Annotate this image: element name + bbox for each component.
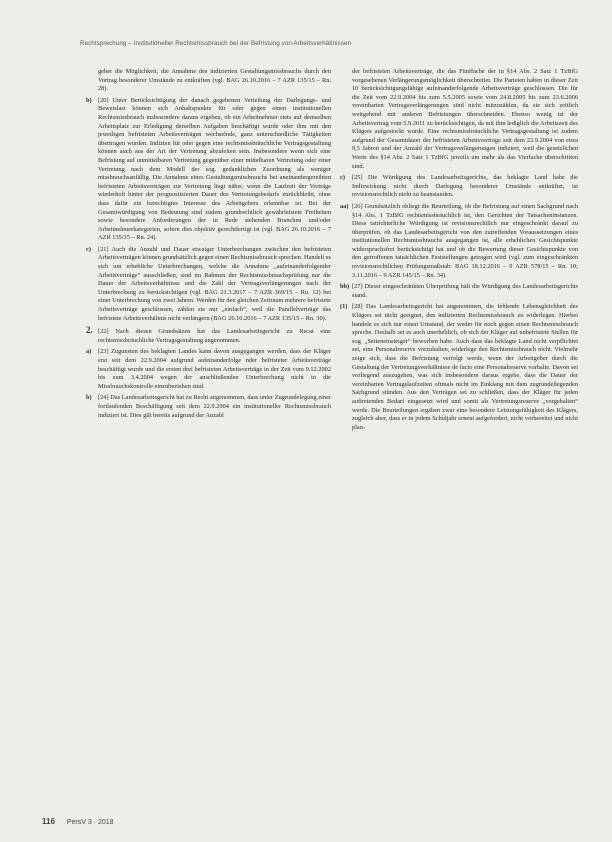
paragraph-text: der befristeten Arbeitsverträge, die das Fünffache der in §14 Abs. 2 Satz 1 TzBfG vorgesehenen Verlängerungsmöglichkeit überschreitet. Die Parteien haben in dieser Zeit 10 berücksichtigungsfähige aufeinanderfolgende Arbeitsverträge geschlossen. Die für die Zeit vom 22.9.2004 bis zum 5.5.2005 sowie vom 24.8.2005 bis zum 23.6.2006 vereinbarten Vertragsverlängerungen sind nicht mitzuzählen, da sie sich zeitlich weitgehend mit anderen Befristungen überschneiden. Ebenso wenig ist der Arbeitsvertrag vom 5.9.2011 zu berücksichtigen, da mit ihm lediglich die Arbeitszeit des Klägers aufgestockt wurde. Eine rechtsmissbräuchliche Vertragsgestaltung ist zudem aufgrund der Gesamtdauer der befristeten Arbeitsverträge seit dem 22.9.2004 von etwa 9,5 Jahren und der Anzahl der Vertragsverlängerungen indiziert, weil die gesetzlichen Werte des §14 Abs. 2 Satz 1 TzBfG jeweils um mehr als das Vierfache überschritten sind. xyxy=(352,68,578,170)
paragraph-text: geber die Möglichkeit, die Annahme des indizierten Gestaltungsmissbrauchs durch den Vortrag besonderer Umstände zu entkräften (vgl. BAG 26.10.2016 – 7 AZR 135/15 – Rn. 28). xyxy=(98,68,331,93)
paragraph-marker: b) xyxy=(86,96,92,104)
numbered-paragraph xyxy=(86,394,331,420)
paragraph-text: [22] Nach diesen Grundsätzen hat das Landesarbeitsgericht zu Recat eine rechtsmissbräuchliche Vertragsgestaltung angenommen. xyxy=(98,328,331,344)
continued-paragraph xyxy=(340,68,578,171)
paragraph-text: [24] Das Landesarbeitsgericht hat zu Recht angenommen, dass unter Zugrundelegung einer fortlaufenden Beschäftigung seit dem 22.9.2004 ein institutioneller Rechtsmissbrauch indiziert ist. Dies gilt bereits aufgrund der Anzahl xyxy=(98,394,331,419)
paragraph-marker: c) xyxy=(86,245,91,253)
numbered-paragraph xyxy=(86,348,331,391)
numbered-paragraph xyxy=(86,97,331,243)
continued-paragraph xyxy=(86,68,331,94)
paragraph-text: [28] Das Landesarbeitsgericht hat angenommen, die fehlende Lebensgleichheit des Klägers sei nicht geeignet, den indizierten Rechtsmissbrauch zu widerlegen. Hierbei handele es sich nur einen Umstand, der weder für noch gegen einen Rechtsmissbrauch spreche. Deshalb sei es auch unerheblich, ob sich der Kläger auf unbefristete Stellen für sog. „Seiteneinsteiger“ beworben habe. Auch dass das beklagte Land nicht verpflichtet sei, eine Personalreserve vorzuhalten, widerlege den Rechtsmissbrauch nicht. Vielmehr zeige sich, dass die Befristung verfolgt werde, wenn der Arbeitgeber durch die Gestaltung der Vertretungsverhältnisse de facto eine Personalreserve vorhalte. Davon sei vorliegend auszugehen, was sich insbesondere daraus ergebe, dass die Dauer der vereinbarten Vertragslaufzeiten oftmals nicht im Einklang mit dem zugrundeliegenden Sachgrund stünden. Aus den Verträgen sei zu schließen, dass der Kläger für jeden auftretenden Bedarf eingesetzt wird und somit als Vertretungsreserve „vorgehalten“ werde. Die Beurteilungen ergäben zwar eine besondere Leistungsfähigkeit des Klägers, zugleich aber, dass er in jedem Schuljahr erneut aufgefordert, nicht vorbereitet und nicht plan- xyxy=(352,303,578,431)
left-column xyxy=(86,68,331,423)
paragraph-marker: b) xyxy=(86,394,92,402)
paragraph-marker: (1) xyxy=(340,303,348,311)
paragraph-marker: c) xyxy=(340,174,345,182)
paragraph-text: [21] Auch die Anzahl und Dauer etwaiger Unterbrechungen zwischen den befristeten Arbeitsverträgen können grundsätzlich gegen einen Rechtsmissbrauch sprechen. Handelt es sich um erhebliche Unterbrechungen, welche die Annahme „aufeinanderfolgender Arbeitsverträge“ ausschließen, sind im Rahmen der Rechtsmissbrauchsprüfung nur die Dauer der Arbeitsverhältnisse und die Zahl der Vertragsverlängerungen nach der Unterbrechung zu berücksichtigen (vgl. BAG 21.3.2017 – 7 AZR 369/15 – Rn. 12) bei einer Unterbrechung von zwei Jahren. Werden für den gleichen Zeitraum mehrere befristete Arbeitsverträge geschlossen, zählen sie nur „einfach“, weil die Parallelverträge das befristete Arbeitsverhältnis nicht verlängern (BAG 26.10.2016 – 7 AZR 135/15 – Rn. 30). xyxy=(98,245,331,322)
page-number: 116 xyxy=(42,817,55,826)
paragraph-marker: bb) xyxy=(340,283,350,291)
paragraph-text: [23] Zugunsten des beklagten Landes kann davon ausgegangen werden, dass der Kläger erst seit dem 22.9.2004 aufgrund aufeinanderfolge nder befristeter Arbeitsverträge beschäftigt wurde und die ersten drei befristeten Arbeitsverträge in der Zeit vom 9.12.2002 bis zum 3.4.2004 wegen der anschließenden Unterbrechung nicht in die Missbrauchskontrolle einzubeziehen sind. xyxy=(98,348,331,390)
running-head: Rechtsprechung – Institutioneller Rechtsmissbrauch bei der Befristung von Arbeitsverhältnissen xyxy=(80,40,352,47)
paragraph-text: [27] Dieser eingeschränkten Überprüfung hält die Würdigung des Landesarbeitsgerichts stand. xyxy=(352,283,578,299)
numbered-paragraph xyxy=(86,246,331,323)
paragraph-marker: 2. xyxy=(86,325,93,336)
numbered-paragraph xyxy=(340,174,578,200)
paragraph-marker: aa) xyxy=(340,202,349,210)
journal-citation: PersV 3 · 2018 xyxy=(66,819,114,826)
section-paragraph xyxy=(86,326,331,345)
paragraph-text: [25] Die Würdigung des Landesarbeitsgerichts, das beklagte Land habe die Indizwirkung nicht durch Darlegung besonderer Umstände entkräftet, ist revisionsrechtlich nicht zu beanstanden. xyxy=(352,174,578,199)
paragraph-text: [26] Grundsätzlich obliegt die Beurteilung, ob die Befristung auf einen Sachgrund nach §14 Abs. 1 TzBfG rechtsmissbräuchlich ist, den Gerichten der Tatsacheninstanzen. Diese tatrichterliche Würdigung ist revisionsrechtlich nur eingeschränkt darauf zu überprüfen, ob das Landesarbeitsgericht von den zutreffenden Voraussetzungen eines institutionellen Rechtsmissbrauchs ausgegangen ist, alle erheblichen Gesichtspunkte widerspruchsfrei berücksichtigt hat und ob die Bewertung dieser Gesichtspunkte von den getroffenen tatsächlichen Feststellungen getragen wird (vgl. zum eingeschränkten revisionsrechtlichen Prüfungsmaßstab: BAG 18.12.2016 – 9 AZR 578/15 – Rn. 10; 3.11.2016 – 9 AZR 145/15 – Rn. 34). xyxy=(352,202,578,279)
paragraph-text: [20] Unter Berücksichtigung der danach gegebenen Verteilung der Darlegungs- und Beweislast können sich Anhaltspunkte für oder gegen einen institutionellen Rechtsmissbrauch insbesondere daraus ergeben, ob ein Arbeitnehmer stets auf demselben Arbeitsplatz zur Erledigung derselben Aufgaben beschäftigt wurde oder ihm mit den jeweiligen befristeten Arbeitsverträgen wechselnde, ganz unterschiedliche Tätigkeiten übertragen wurden. Indizien für oder gegen eine rechtsmissbräuchliche Vertragsgestaltung können auch aus der Art der Vertretung abzuleiten sein. Insbesondere wenn sich eine Befristung auf unmittelbaren Vertretung gegenüber einer mittelbaren Vertretung oder einer Vertretung nach dem Modell der sog. gedanklichen Zuordnung als weniger missbrauchsanfällig. Die Annahme eines Gestaltungsmissbrauchs bei aneinandergereihten befristeten Arbeitsverträgen zur Vertretung liegt näher, wenn die Laufzeit der Verträge wiederholt hinter der prognostizierten Dauer des Vertretungsbedarfs zurückbleibt, ohne dass dafür ein berechtigtes Interesse des Arbeitgebers erkennbar ist. Bei der Gesamtwürdigung von Bedeutung sind zudem grundrechtlich gewährleistete Freiheiten sowie besondere Anforderungen der in Rede stehenden Branchen und/oder Arbeitnehmerkategorien, sofern dies objektiv gerechtfertigt ist (vgl. BAG 26.10.2016 – 7 AZR 135/15 – Rn. 24). xyxy=(98,96,331,242)
numbered-paragraph xyxy=(340,203,578,280)
right-column xyxy=(340,68,578,435)
paragraph-marker: a) xyxy=(86,348,92,356)
page-footer xyxy=(42,817,342,826)
numbered-paragraph xyxy=(340,303,578,432)
numbered-paragraph xyxy=(340,283,578,300)
